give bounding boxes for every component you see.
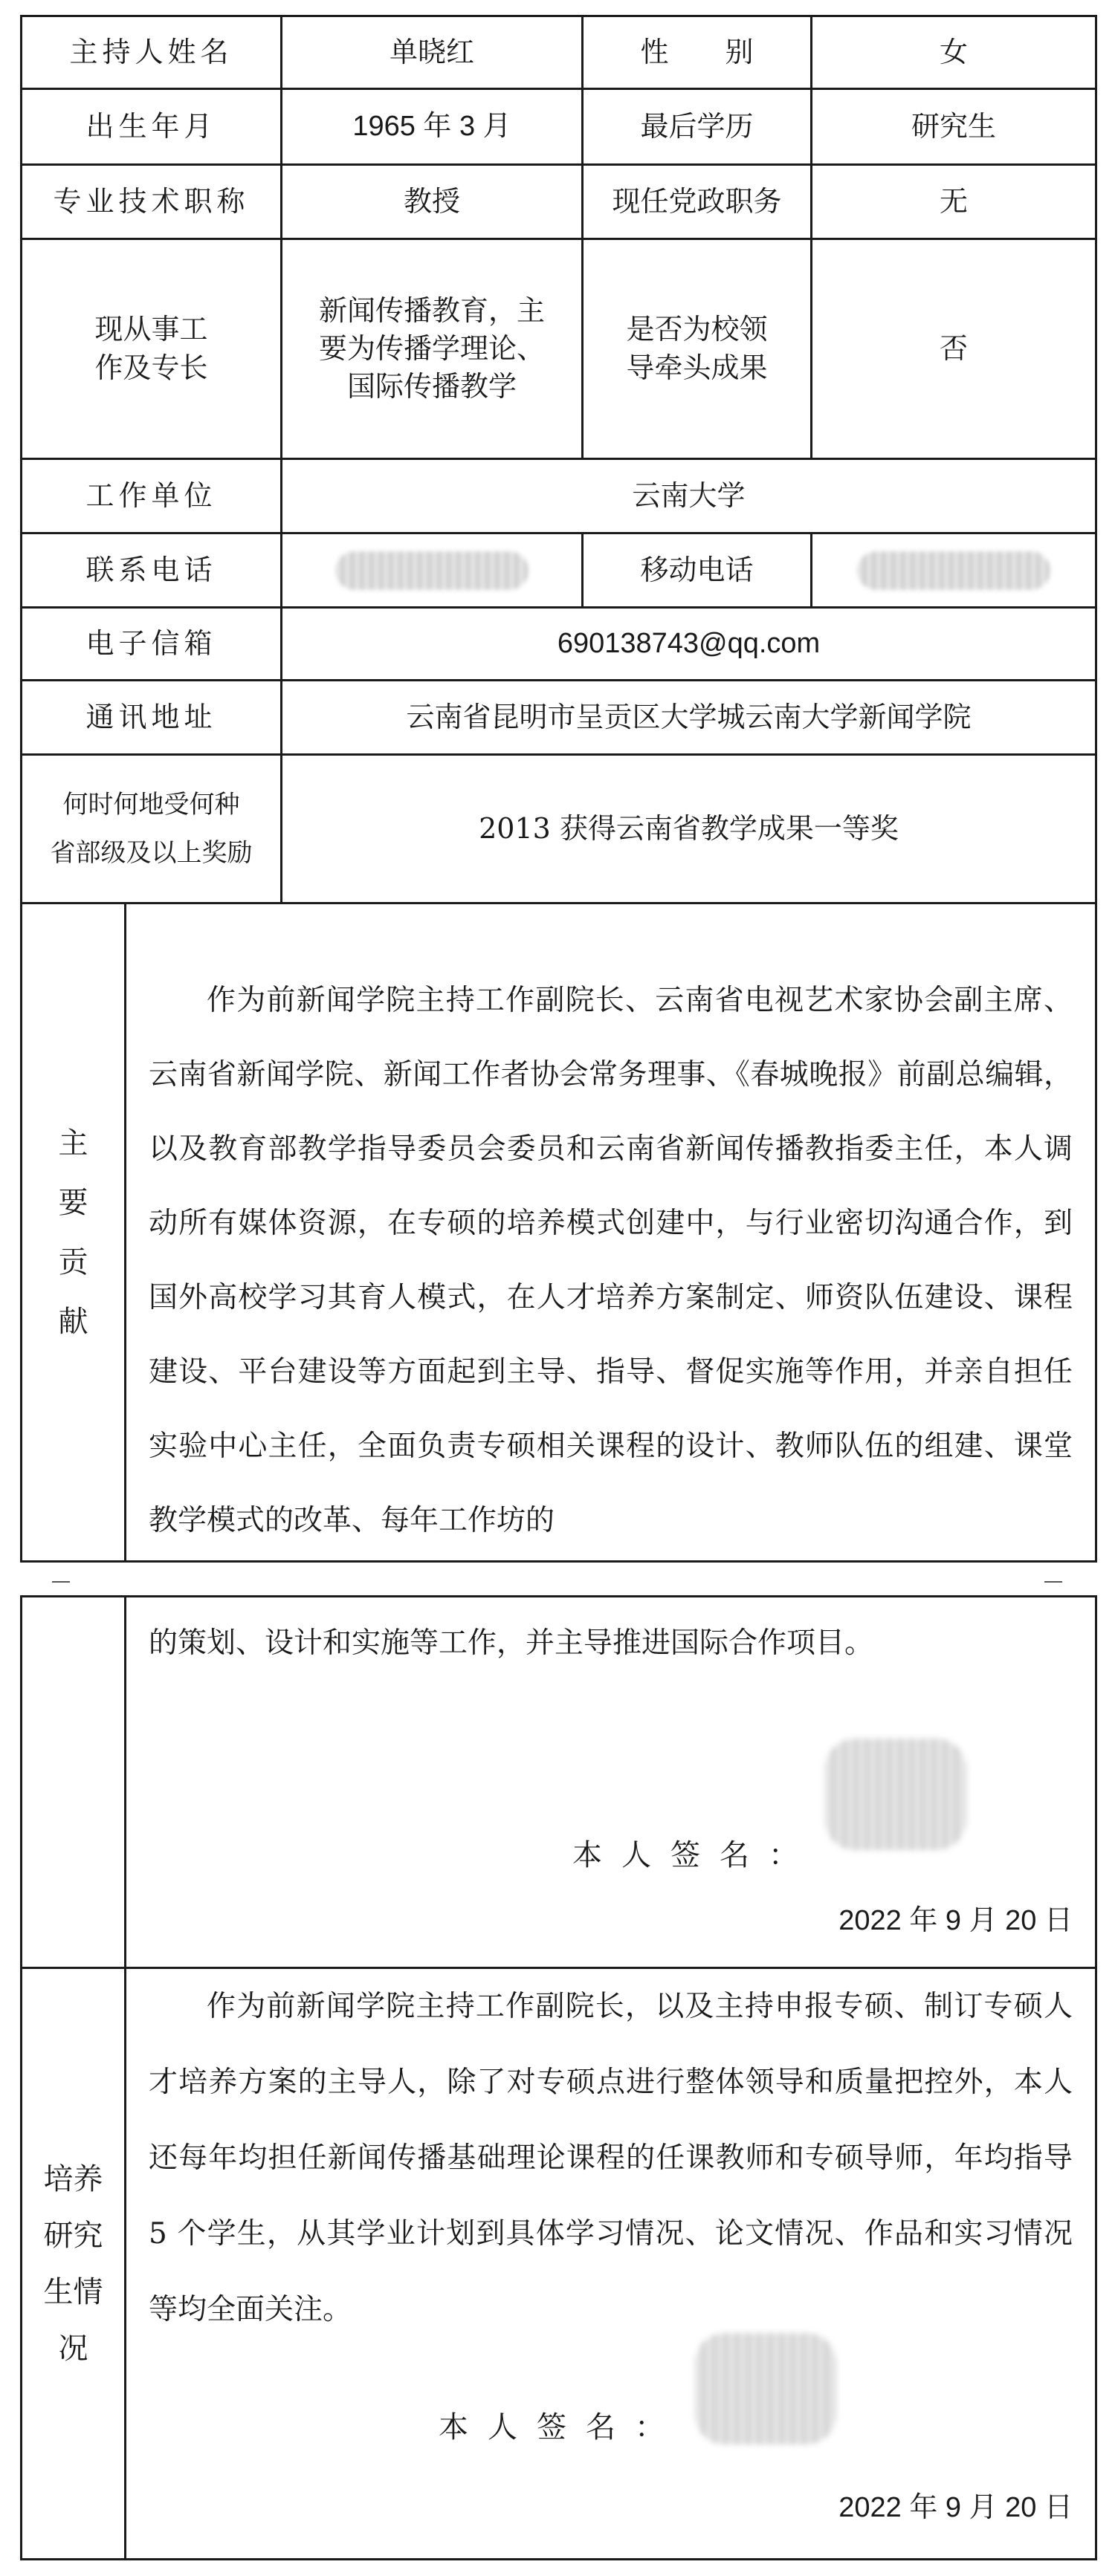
education-label: 最后学历 [583, 89, 812, 165]
work-unit-label: 工作单位 [22, 459, 282, 533]
training-label-line: 生情 [43, 2274, 103, 2309]
school-leader-label [583, 239, 812, 459]
leader-label-line1: 是否为校领 [626, 313, 768, 346]
applicant-info-form-continued [20, 1595, 1097, 2560]
row-address [22, 681, 1096, 755]
address-value: 云南省昆明市呈贡区大学城云南大学新闻学院 [282, 681, 1096, 755]
email-value: 690138743@qq.com [282, 608, 1096, 681]
training-label-line: 研究 [43, 2218, 103, 2253]
birth-value: 1965 年 3 月 [282, 89, 583, 165]
school-leader-value: 否 [812, 239, 1096, 459]
email-label: 电子信箱 [22, 608, 282, 681]
work-expertise-value [282, 239, 583, 459]
mobile-value-redacted [812, 533, 1096, 608]
work-label-line1: 现从事工 [94, 313, 208, 346]
row-graduate-training [22, 1968, 1096, 2560]
training-signature-label: 本人签名： [439, 2410, 684, 2444]
contribution-text-cell [126, 903, 1096, 1562]
award-label-line1: 何时何地受何种 [62, 789, 240, 820]
gender-value: 女 [812, 16, 1096, 89]
training-label-line: 培养 [43, 2161, 103, 2196]
row-main-contribution [22, 903, 1096, 1562]
work-value-line3: 国际传播教学 [347, 370, 517, 403]
professional-title-value: 教授 [282, 165, 583, 239]
contribution-continued-cell [126, 1597, 1096, 1968]
training-label [22, 1968, 126, 2560]
leader-label-line2: 导牵头成果 [626, 351, 768, 384]
training-paragraph: 作为前新闻学院主持工作副院长，以及主持申报专硕、制订专硕人才培养方案的主导人，除了对专硕点进行整体领导和质量把控外，本人还每年均担任新闻传播基础理论课程的任课教师和专硕导师，年均指导 5 个学生，从其学业计划到具体学习情况、论文情况、作品和实习情况等均全面关注。 [149, 1990, 1073, 2326]
contribution-date: 2022 年 9 月 20 日 [838, 1905, 1073, 1936]
work-value-line2: 要为传播学理论、 [319, 331, 546, 365]
host-name-value: 单晓红 [282, 16, 583, 89]
party-position-value: 无 [812, 165, 1096, 239]
row-awards [22, 755, 1096, 903]
host-name-label: 主持人姓名 [22, 16, 282, 89]
training-text-cell [126, 1968, 1096, 2560]
birth-label: 出生年月 [22, 89, 282, 165]
contribution-label-char: 献 [58, 1304, 88, 1339]
handwritten-signature [695, 2333, 836, 2444]
gender-label: 性 别 [583, 16, 812, 89]
mobile-label: 移动电话 [583, 533, 812, 608]
award-label-line2: 省部级及以上奖励 [50, 837, 253, 868]
row-work-unit [22, 459, 1096, 533]
row-email [22, 608, 1096, 681]
phone-value-redacted [282, 533, 583, 608]
row-work-expertise [22, 239, 1096, 459]
row-birth-education [22, 89, 1096, 165]
contribution-label-char: 贡 [58, 1245, 88, 1279]
work-unit-value: 云南大学 [282, 459, 1096, 533]
row-contribution-continued [22, 1597, 1096, 1968]
party-position-label: 现任党政职务 [583, 165, 812, 239]
contribution-label-stack [22, 1123, 124, 1342]
row-title-position [22, 165, 1096, 239]
address-label: 通讯地址 [22, 681, 282, 755]
work-expertise-label [22, 239, 282, 459]
work-value-line1: 新闻传播教育，主 [319, 293, 546, 327]
work-label-line2: 作及专长 [94, 351, 208, 384]
redaction-mark [335, 551, 529, 590]
training-label-line: 况 [58, 2331, 88, 2366]
training-date: 2022 年 9 月 20 日 [838, 2492, 1073, 2523]
phone-label: 联系电话 [22, 533, 282, 608]
education-value: 研究生 [812, 89, 1096, 165]
contribution-label [22, 903, 126, 1562]
contribution-label-continued [22, 1597, 126, 1968]
contribution-paragraph-continued: 的策划、设计和实施等工作，并主导推进国际合作项目。 [149, 1626, 874, 1660]
awards-label [22, 755, 282, 903]
row-phone [22, 533, 1096, 608]
applicant-info-form [20, 15, 1097, 1563]
redaction-mark [857, 551, 1050, 590]
training-label-stack [22, 2159, 124, 2369]
awards-value: 2013 获得云南省教学成果一等奖 [282, 755, 1096, 903]
contribution-label-char: 主 [58, 1126, 88, 1161]
contribution-label-char: 要 [58, 1185, 88, 1220]
contribution-paragraph: 作为前新闻学院主持工作副院长、云南省电视艺术家协会副主席、云南省新闻学院、新闻工作者协会常务理事、《春城晚报》前副总编辑，以及教育部教学指导委员会委员和云南省新闻传播教指委主任，本人调动所有媒体资源，在专硕的培养模式创建中，与行业密切沟通合作，到国外高校学习其育人模式，在人才培养方案制定、师资队伍建设、课程建设、平台建设等方面起到主导、指导、督促实施等作用，并亲自担任实验中心主任，全面负责专硕相关课程的设计、教师队伍的组建、课堂教学模式的改革、每年工作坊的 [149, 984, 1073, 1537]
row-name-gender [22, 16, 1096, 89]
professional-title-label: 专业技术职称 [22, 165, 282, 239]
handwritten-signature [825, 1739, 966, 1850]
contribution-signature-label: 本人签名： [572, 1838, 818, 1872]
